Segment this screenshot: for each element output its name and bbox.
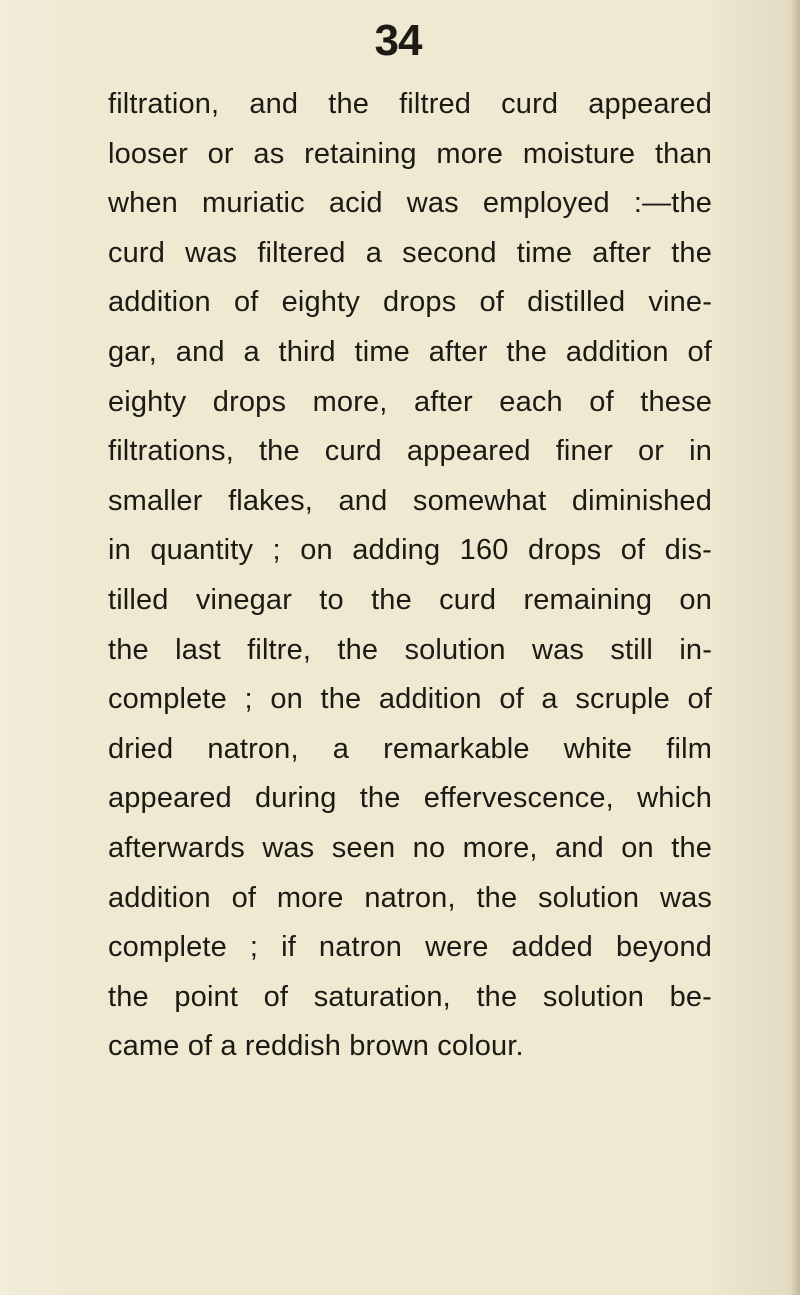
text-line: appeared during the effervescence, which [108,782,712,815]
text-line: looser or as retaining more moisture than [108,137,712,170]
text-line: dried natron, a remarkable white film [108,732,712,765]
text-line: the last filtre, the solution was still in- [108,633,712,666]
text-line: afterwards was seen no more, and on the [108,831,712,864]
text-line-last: came of a reddish brown colour. [108,1030,524,1063]
text-line: complete ; if natron were added beyond [108,931,712,964]
text-line: filtrations, the curd appeared finer or in [108,435,712,468]
text-line: eighty drops more, after each of these [108,385,712,418]
page-edge-shadow [790,0,800,1295]
body-text [108,80,712,1072]
text-line: in quantity ; on adding 160 drops of dis- [108,534,712,567]
text-line: gar, and a third time after the addition of [108,335,712,368]
text-line: addition of more natron, the solution was [108,881,712,914]
text-line: smaller flakes, and somewhat diminished [108,484,712,517]
text-line: the point of saturation, the solution be- [108,980,712,1013]
page-number: 34 [374,16,422,65]
text-line: when muriatic acid was employed :—the [108,187,712,220]
text-line: addition of eighty drops of distilled vine- [108,286,712,319]
text-line: tilled vinegar to the curd remaining on [108,583,712,616]
text-line: curd was filtered a second time after the [108,236,712,269]
text-line: complete ; on the addition of a scruple of [108,683,712,716]
text-line: filtration, and the filtred curd appeared [108,88,712,120]
